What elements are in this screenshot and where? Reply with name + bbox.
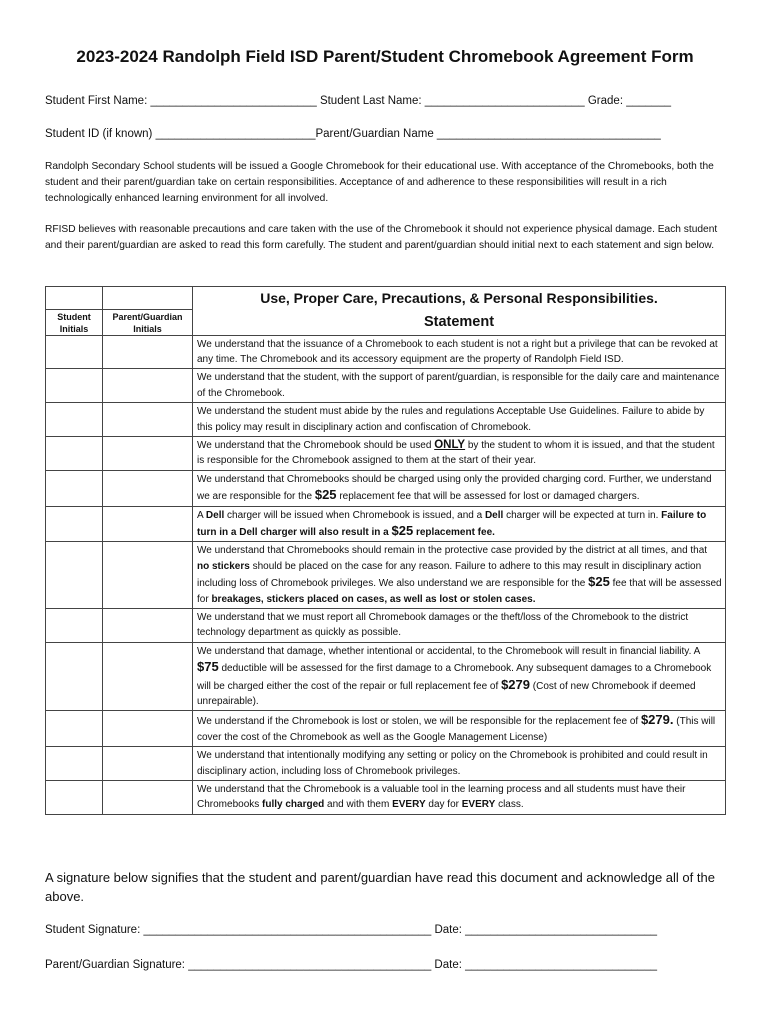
table-row (46, 403, 726, 437)
parent-initials-cell[interactable] (103, 542, 193, 609)
table-row (46, 781, 726, 815)
table-row (46, 470, 726, 506)
student-initials-cell[interactable] (46, 369, 103, 403)
statement-text: We understand that the Chromebook should be used ONLY by the student to whom it is issued, and that the student is responsible for the Chromebook assigned to them at the start of their year. (193, 436, 726, 470)
statement-header: Statement (193, 309, 726, 335)
student-initials-cell[interactable] (46, 711, 103, 747)
statement-text: We understand if the Chromebook is lost or stolen, we will be responsible for the replacement fee of $279. (This will cover the cost of the Chromebook as well as the Google Management License) (193, 711, 726, 747)
table-row (46, 436, 726, 470)
student-initials-cell[interactable] (46, 642, 103, 711)
student-initials-cell[interactable] (46, 781, 103, 815)
table-row (46, 747, 726, 781)
student-initials-cell[interactable] (46, 747, 103, 781)
statement-text: We understand that the Chromebook is a valuable tool in the learning process and all students must have their Chromebooks fully charged and with them EVERY day for EVERY class. (193, 781, 726, 815)
statement-text: A Dell charger will be issued when Chromebook is issued, and a Dell charger will be expected at turn in. Failure to turn in a Dell charger will also result in a $25 replacement fee. (193, 506, 726, 542)
parent-initials-cell[interactable] (103, 470, 193, 506)
table-row (46, 369, 726, 403)
student-signature-line[interactable]: Student Signature: _____________________________________________ Date: ______________________________ (45, 924, 658, 936)
student-initials-cell[interactable] (46, 436, 103, 470)
statement-text: We understand that the issuance of a Chromebook to each student is not a right but a privilege that can be revoked at any time. The Chromebook and its accessory equipment are the property of Randolph Field ISD. (193, 335, 726, 369)
statement-text: We understand that the student, with the support of parent/guardian, is responsible for the daily care and maintenance of the Chromebook. (193, 369, 726, 403)
parent-initials-cell[interactable] (103, 369, 193, 403)
statement-text: We understand that we must report all Chromebook damages or the theft/loss of the Chromebook to the district technology department as quickly as possible. (193, 609, 726, 643)
acknowledgement-text: A signature below signifies that the student and parent/guardian have read this document and acknowledge all of the above. (45, 870, 715, 904)
table-row (46, 542, 726, 609)
student-initials-header: Student Initials (46, 309, 103, 335)
statement-text: We understand that intentionally modifying any setting or policy on the Chromebook is prohibited and could result in disciplinary action, including loss of Chromebook privileges. (193, 747, 726, 781)
responsibilities-table (45, 286, 726, 815)
statement-text: We understand that Chromebooks should be charged using only the provided charging cord. Further, we understand we are responsible for the $25 replacement fee that will be assessed for lost or damaged chargers. (193, 470, 726, 506)
table-row (46, 609, 726, 643)
student-initials-cell[interactable] (46, 470, 103, 506)
parent-initials-cell[interactable] (103, 436, 193, 470)
table-row (46, 506, 726, 542)
statement-text: We understand that Chromebooks should remain in the protective case provided by the district at all times, and that no stickers should be placed on the case for any reason. Failure to adhere to this may result in disciplinary action including loss of Chromebook privileges. We also understand we are responsible for the $25 fee that will be assessed for breakages, stickers placed on cases, as well as lost or stolen cases. (193, 542, 726, 609)
intro-paragraph-1: Randolph Secondary School students will be issued a Google Chromebook for their educational use. With acceptance of the Chromebooks, both the student and their parent/guardian take on certain responsibilities. Acceptance of and adherence to these responsibilities will result in a rich technologically enhanced learning environment for all involved. (45, 161, 714, 204)
parent-initials-cell[interactable] (103, 711, 193, 747)
parent-initials-cell[interactable] (103, 781, 193, 815)
table-row (46, 711, 726, 747)
parent-initials-cell[interactable] (103, 642, 193, 711)
table-row (46, 642, 726, 711)
student-initials-cell[interactable] (46, 506, 103, 542)
statement-text: We understand that damage, whether intentional or accidental, to the Chromebook will result in financial liability. A $75 deductible will be assessed for the first damage to a Chromebook. Any subsequent damages to a Chromebook will be charged either the cost of the repair or full replacement fee of $279 (Cost of new Chromebook if deemed unrepairable). (193, 642, 726, 711)
student-initials-cell[interactable] (46, 542, 103, 609)
name-grade-field-line: Student First Name: __________________________ Student Last Name: _________________________ Grade: _______ (45, 95, 671, 107)
table-row (46, 335, 726, 369)
intro-paragraph-2: RFISD believes with reasonable precautions and care taken with the use of the Chromebook it should not experience physical damage. Each student and their parent/guardian are asked to read this form carefully. The student and parent/guardian should initial next to each statement and sign below. (45, 224, 718, 251)
parent-initials-cell[interactable] (103, 506, 193, 542)
student-initials-cell[interactable] (46, 609, 103, 643)
parent-initials-cell[interactable] (103, 747, 193, 781)
table-heading: Use, Proper Care, Precautions, & Personal Responsibilities. (193, 287, 726, 310)
statement-text: We understand the student must abide by the rules and regulations Acceptable Use Guidelines. Failure to abide by this policy may result in disciplinary action and confiscation of Chromebook. (193, 403, 726, 437)
student-initials-cell[interactable] (46, 335, 103, 369)
parent-initials-cell[interactable] (103, 335, 193, 369)
parent-initials-cell[interactable] (103, 609, 193, 643)
form-title: 2023-2024 Randolph Field ISD Parent/Student Chromebook Agreement Form (76, 47, 694, 66)
parent-initials-cell[interactable] (103, 403, 193, 437)
student-initials-cell[interactable] (46, 403, 103, 437)
parent-initials-header: Parent/Guardian Initials (103, 309, 193, 335)
parent-signature-line[interactable]: Parent/Guardian Signature: ______________________________________ Date: ______________________________ (45, 959, 657, 971)
id-guardian-field-line: Student ID (if known) _________________________Parent/Guardian Name ___________________________________ (45, 128, 661, 140)
